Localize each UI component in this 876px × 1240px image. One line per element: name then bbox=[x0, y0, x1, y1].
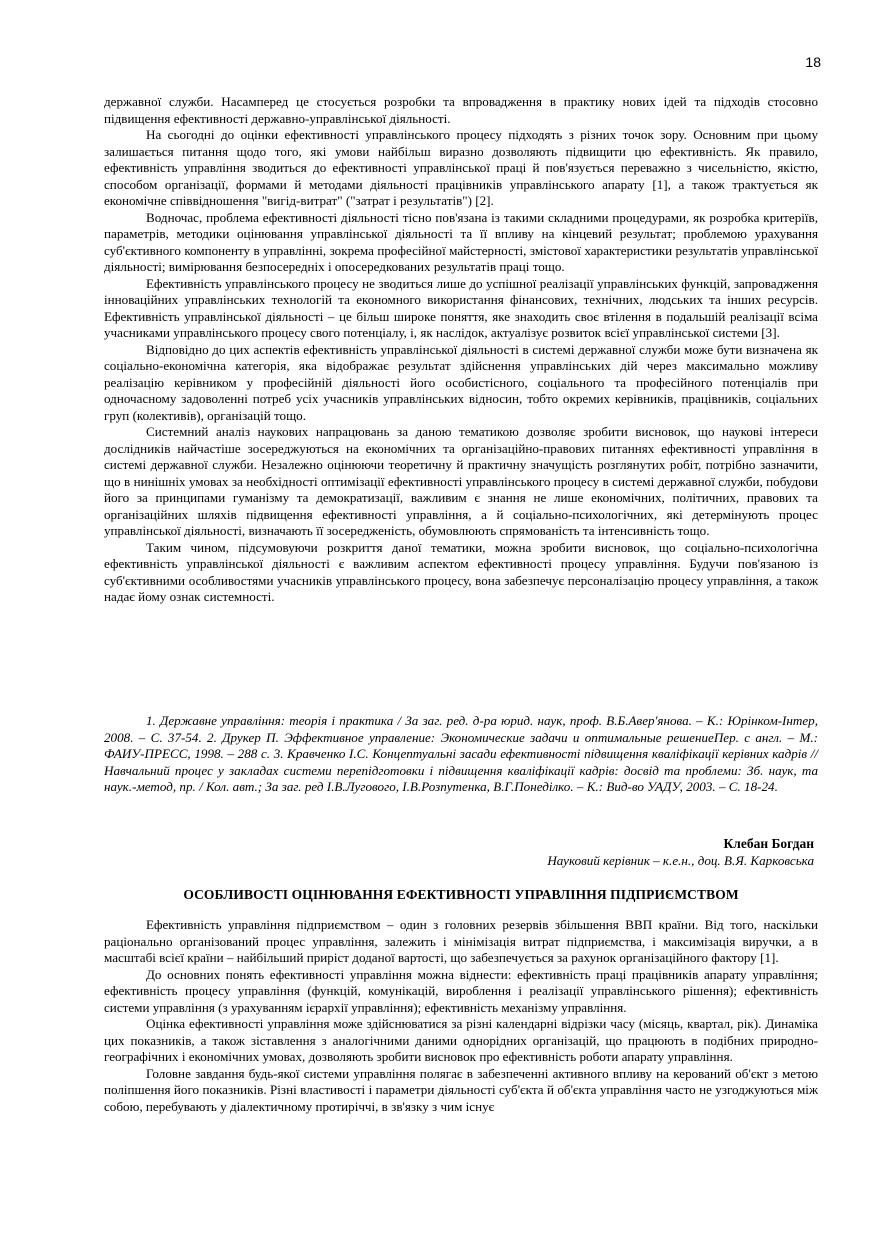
paragraph: Відповідно до цих аспектів ефективність управлінської діяльності в системі державної служби може бути визначена як соціально-економічна категорія, яка відображає результат здійснення управлінських дій через максимально можливу реалізацію керівником у професійній діяльності його особистісного, соціального та професійного потенціалів при одночасному задоволенні потреб усіх учасників управлінських відносин, тобто окремих керівників, працівників, соціальних груп (колективів), організацій тощо. bbox=[104, 341, 818, 423]
paragraph: Водночас, проблема ефективності діяльності тісно пов'язана із такими складними процедурами, як розробка критеріїв, параметрів, методики оцінювання управлінської діяльності та її впливу на кінцевий результат; проблемою урахування суб'єктивного компоненту в управлінні, зокрема професійної майстерності, змістової характеристики результатів управлінської діяльності; вимірювання безпосередніх і опосередкованих результатів праці тощо. bbox=[104, 209, 818, 274]
paragraph: Таким чином, підсумовуючи розкриття даної тематики, можна зробити висновок, що соціально-психологічна ефективність управлінської діяльності є важливим аспектом ефективності процесу управління. Будучи пов'язаною із суб'єктивними особливостями учасників управлінського процесу, вона забезпечує персоналізацію процесу управління, а також надає йому ознак системності. bbox=[104, 539, 818, 604]
paragraph: державної служби. Насамперед це стосується розробки та впровадження в практику нових ідей та підходів стосовно підвищення ефективності державно-управлінської діяльності. bbox=[104, 94, 818, 126]
reference-list: 1. Державне управління: теорія і практика / За заг. ред. д-ра юрид. наук, проф. В.Б.Авер'янова. – К.: Юрінком-Інтер, 2008. – С. 37-54. 2. Друкер П. Эффективное управление: Экономические задачи и оптимальные решениеПер. с англ. – М.: ФАИУ-ПРЕСС, 1998. – 288 с. 3. Кравченко І.С. Концептуальні засади ефективності підвищення кваліфікації керівних кадрів // Навчальний процес у закладах системи перепідготовки і підвищення кваліфікації кадрів: досвід та проблеми: Зб. наук, та наук.-метод, пр. / Кол. авт.; За заг. ред І.В.Лугового, І.В.Розпутенка, В.Г.Понеділко. – К.: Вид-во УАДУ, 2003. – С. 18-24. bbox=[104, 713, 818, 794]
article-body bbox=[104, 917, 818, 1115]
paragraph: На сьогодні до оцінки ефективності управлінського процесу підходять з різних точок зору. Основним при цьому залишається питання щодо того, які умови найбільш виразно дозволяють підвищити цю ефективність. Як правило, ефективність управління зводиться до ефективності управлінської праці й пов'язується переважно з чисельністю, якістю, способом організації, формами й методами діяльності працівників управлінського апарату [1], а також трактується як економічне співвідношення "вигід-витрат" ("затрат і результатів") [2]. bbox=[104, 127, 818, 208]
paragraph: Ефективність управління підприємством – один з головних резервів збільшення ВВП країни. Від того, наскільки раціонально організований процес управління, залежить і мінімізація витрат підприємства, і максимізація виручки, а в масштабі всієї країни – найбільший приріст доданої вартості, що забезпечується за рахунок організаційного фактору [1]. bbox=[104, 917, 818, 965]
author-block bbox=[547, 836, 814, 869]
supervisor: Науковий керівник – к.е.н., доц. В.Я. Карковська bbox=[547, 852, 814, 868]
paragraph: Системний аналіз наукових напрацювань за даною тематикою дозволяє зробити висновок, що наукові інтереси дослідників найчастіше зосереджуються на економічних та організаційно-правових питаннях ефективності управління в системі державної служби. Незалежно оцінюючи теоретичну й практичну значущість розглянутих робіт, потрібно зазначити, що в нинішніх умовах за необхідності оптимізації ефективності управлінського процесу в системі державної служби, побудови його за принципами гуманізму та демократизації, важливим є знання не лише економічних, політичних, правових та організаційних шляхів підвищення ефективності управління, а й соціально-психологічних, які детермінують процес управлінської діяльності, визначають її зосередженість, обумовлюють спрямованість та інтенсивність тощо. bbox=[104, 424, 818, 538]
paragraph: Оцінка ефективності управління може здійснюватися за різні календарні відрізки часу (місяць, квартал, рік). Динаміка цих показників, а також зіставлення з аналогічними даними однорідних організацій, що працюють в подібних природно-географічних і економічних умовах, дозволяють зробити висновок про ефективність роботи апарату управління. bbox=[104, 1016, 818, 1064]
paragraph: Головне завдання будь-якої системи управління полягає в забезпеченні активного впливу на керований об'єкт з метою поліпшення його показників. Різні властивості і параметри діяльності суб'єкта й об'єкта управління часто не узгоджуються між собою, перебувають у діалектичному протиріччі, в зв'язку з чим існує bbox=[104, 1065, 818, 1114]
article-body-continued bbox=[104, 94, 818, 606]
article-title: ОСОБЛИВОСТІ ОЦІНЮВАННЯ ЕФЕКТИВНОСТІ УПРАВЛІННЯ ПІДПРИЄМСТВОМ bbox=[183, 887, 739, 902]
author-name: Клебан Богдан bbox=[723, 836, 814, 851]
paragraph: До основних понять ефективності управління можна віднести: ефективність праці працівників апарату управління; ефективність процесу управління (функцій, комунікацій, вироблення і реалізації управлінського рішення); ефективність системи управління (з урахуванням ієрархії управління); ефективність механізму управління. bbox=[104, 966, 818, 1015]
paragraph: Ефективність управлінського процесу не зводиться лише до успішної реалізації управлінських функцій, запровадження інноваційних управлінських технологій та економного використання фінансових, технічних, людських та інших ресурсів. Ефективність управлінської діяльності – це більш широке поняття, яке знаходить своє втілення в подальшій реалізації всіма учасниками управлінського процесу свого потенціалу, і, як наслідок, актуалізує розвиток всієї управлінської системи [3]. bbox=[104, 275, 818, 340]
references bbox=[104, 713, 818, 796]
page-number: 18 bbox=[805, 54, 821, 70]
